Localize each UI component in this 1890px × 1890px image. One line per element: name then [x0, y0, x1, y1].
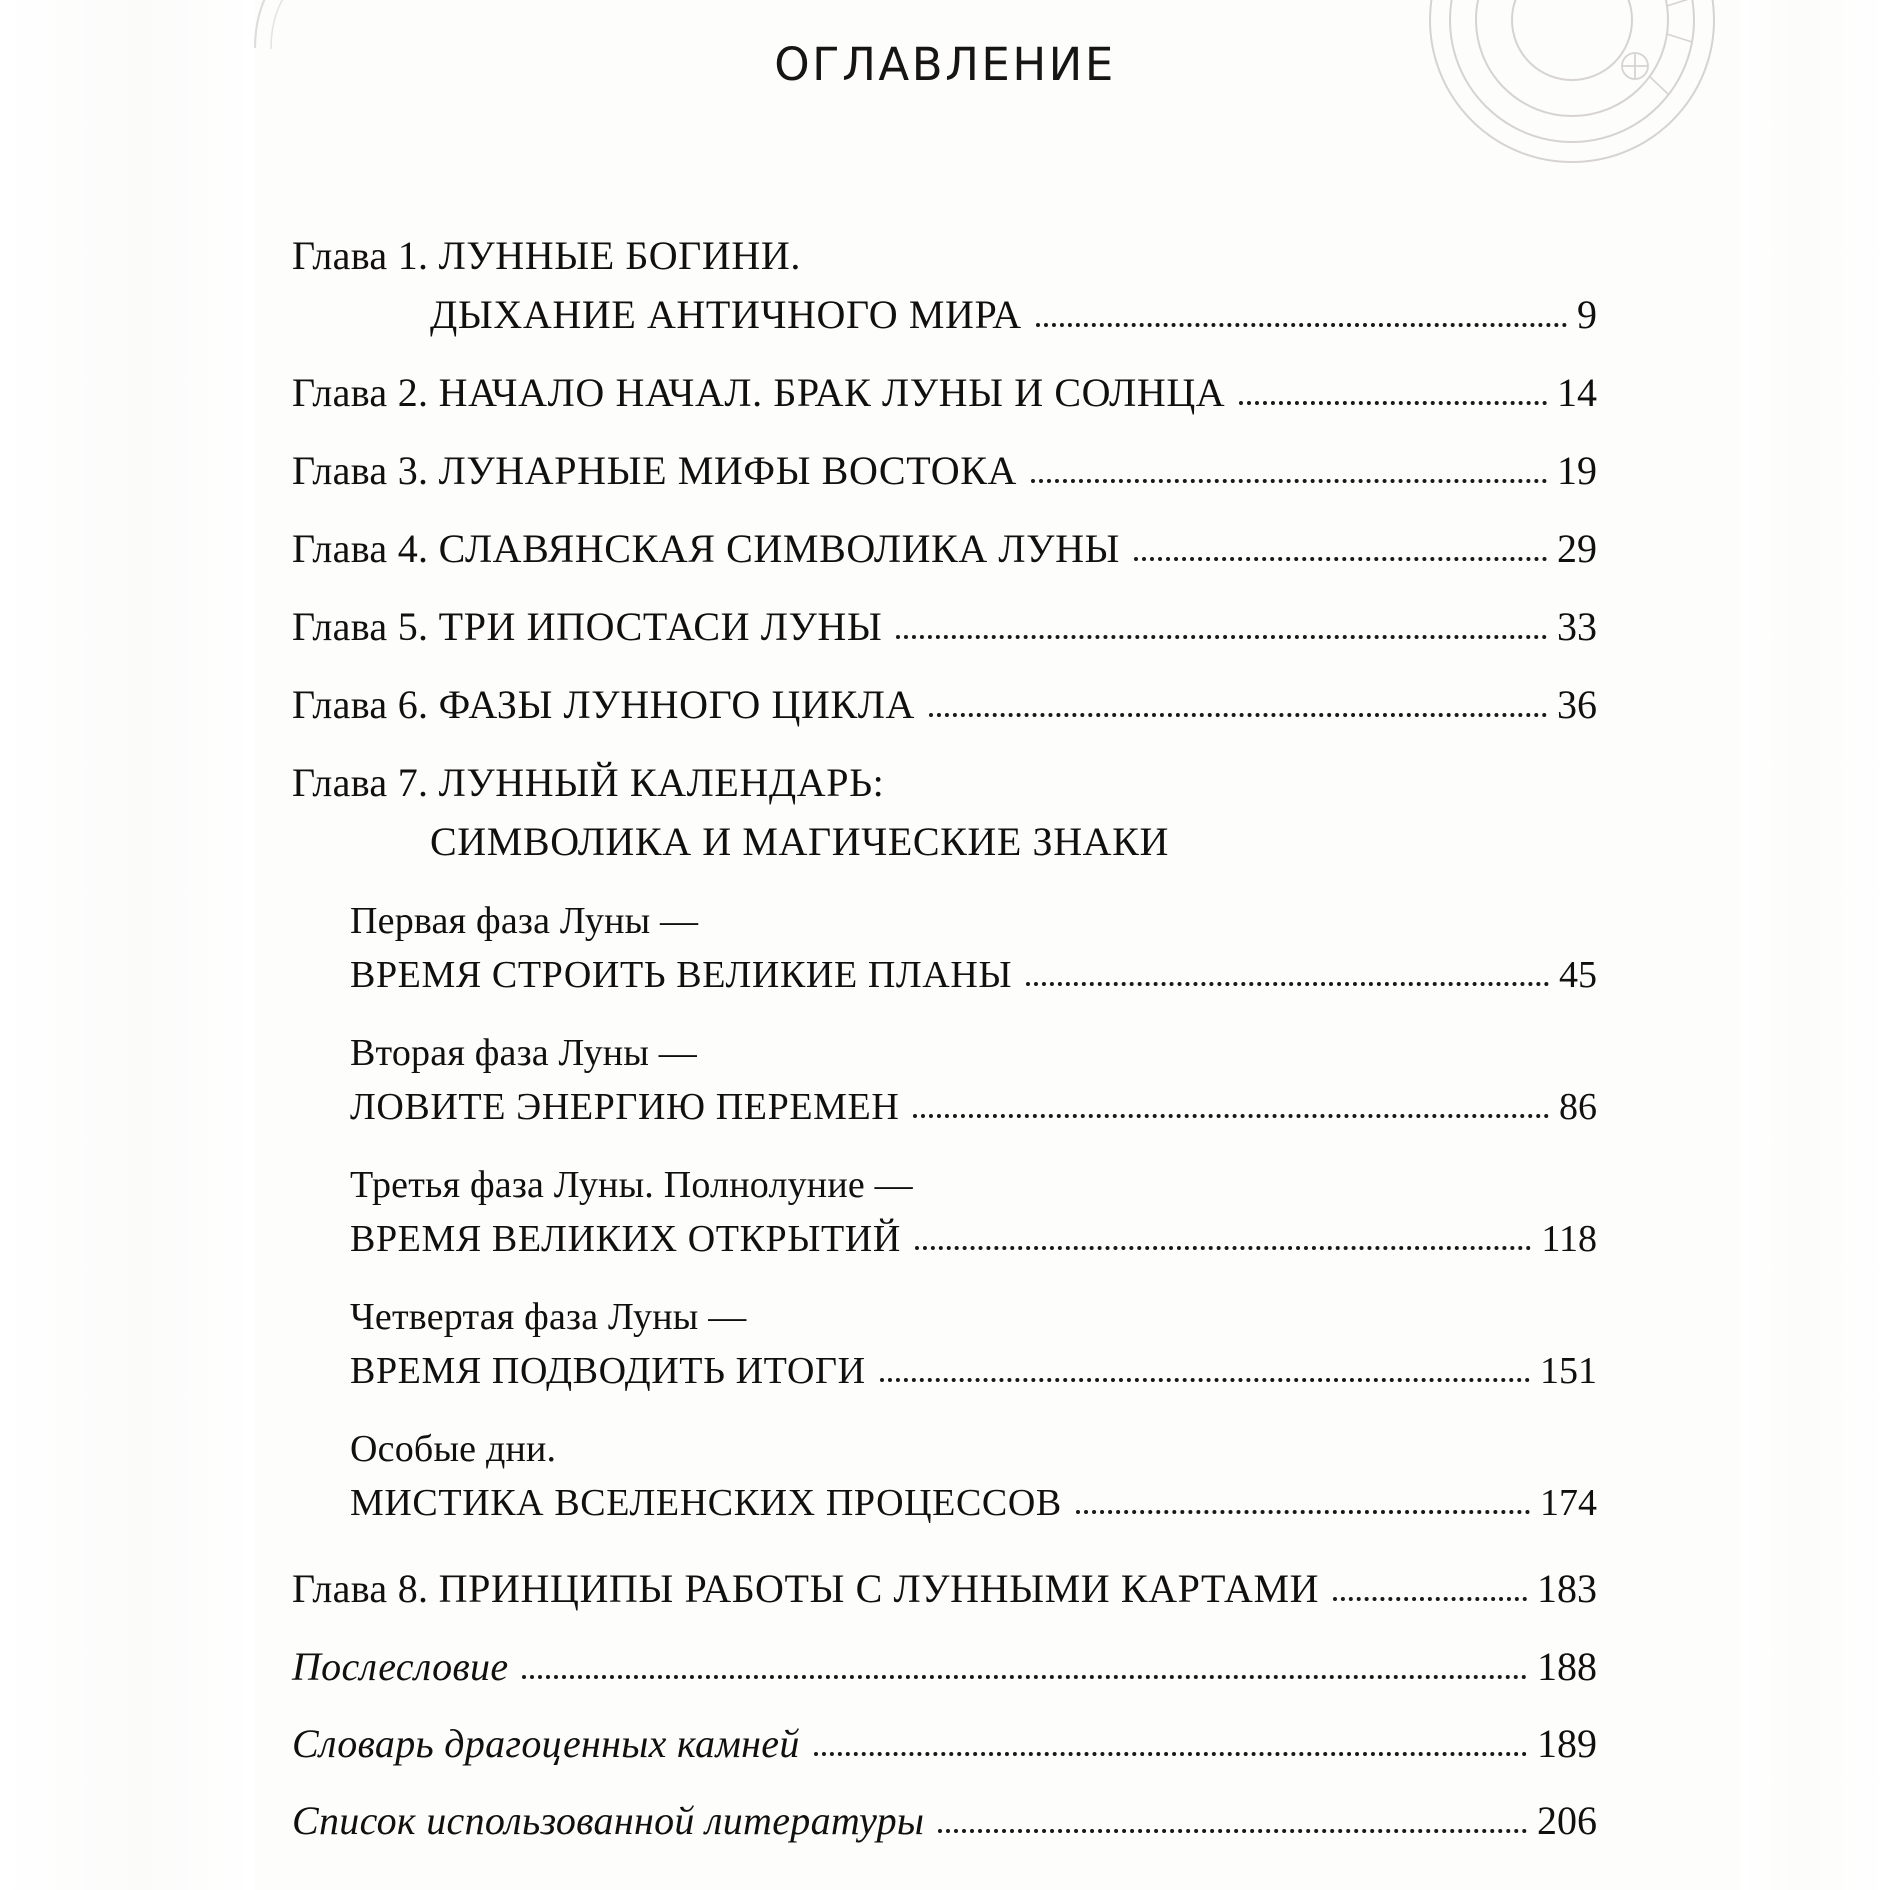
dot-leader — [814, 1752, 1527, 1756]
chapter-title-line2: ДЫХАНИЕ АНТИЧНОГО МИРА — [430, 292, 1022, 337]
chapter-title-line1: ФАЗЫ ЛУННОГО ЦИКЛА — [438, 682, 915, 727]
chapter-lead-in: Глава 1. — [292, 233, 439, 278]
dot-leader — [913, 1114, 1549, 1118]
chapter-title-line1: ЛУННЫЕ БОГИНИ. — [438, 233, 801, 278]
chapter-lead-in: Глава 2. — [292, 370, 439, 415]
toc-subentry-phase-1[interactable] — [292, 899, 1597, 997]
page-number: 19 — [1557, 448, 1597, 493]
page-number: 151 — [1540, 1350, 1597, 1392]
page-number: 118 — [1541, 1218, 1597, 1260]
entry-label: Словарь драгоценных камней — [292, 1721, 800, 1766]
toc-entry-bibliography[interactable] — [292, 1797, 1597, 1844]
page-number: 183 — [1537, 1566, 1597, 1611]
page-number: 29 — [1557, 526, 1597, 571]
chapter-title-line1: СЛАВЯНСКАЯ СИМВОЛИКА ЛУНЫ — [438, 526, 1121, 571]
toc-entry-chapter-6[interactable] — [292, 681, 1597, 728]
toc-subentry-special-days[interactable] — [292, 1427, 1597, 1525]
page-number: 33 — [1557, 604, 1597, 649]
subentry-intro: Четвертая фаза Луны — — [350, 1296, 747, 1338]
chapter-title-line1: ЛУНАРНЫЕ МИФЫ ВОСТОКА — [438, 448, 1017, 493]
page-number: 9 — [1577, 292, 1597, 337]
page-number: 36 — [1557, 682, 1597, 727]
toc-entry-chapter-8[interactable] — [292, 1565, 1597, 1612]
subentry-intro: Третья фаза Луны. Полнолуние — — [350, 1164, 913, 1206]
dot-leader — [896, 635, 1547, 639]
dot-leader — [1333, 1597, 1527, 1601]
toc-list — [292, 232, 1597, 1874]
toc-entry-chapter-3[interactable] — [292, 447, 1597, 494]
page-number: 188 — [1537, 1644, 1597, 1689]
chapter-title-line1: ПРИНЦИПЫ РАБОТЫ С ЛУННЫМИ КАРТАМИ — [438, 1566, 1320, 1611]
toc-entry-chapter-4[interactable] — [292, 525, 1597, 572]
chapter-lead-in: Глава 6. — [292, 682, 439, 727]
dot-leader — [1239, 401, 1547, 405]
chapter-lead-in: Глава 3. — [292, 448, 439, 493]
toc-entry-chapter-7[interactable] — [292, 759, 1597, 865]
chapter-lead-in: Глава 8. — [292, 1566, 439, 1611]
toc-subentry-phase-2[interactable] — [292, 1031, 1597, 1129]
chapter-title-line1: ТРИ ИПОСТАСИ ЛУНЫ — [438, 604, 883, 649]
dot-leader — [522, 1675, 1527, 1679]
subentry-title: МИСТИКА ВСЕЛЕНСКИХ ПРОЦЕССОВ — [350, 1482, 1062, 1524]
chapter-title-line1: ЛУННЫЙ КАЛЕНДАРЬ: — [438, 760, 885, 805]
dot-leader — [880, 1378, 1530, 1382]
entry-label: Список использованной литературы — [292, 1798, 925, 1843]
page-number: 14 — [1557, 370, 1597, 415]
subentry-intro: Первая фаза Луны — — [350, 900, 699, 942]
chapter-title-line1: НАЧАЛО НАЧАЛ. БРАК ЛУНЫ И СОЛНЦА — [438, 370, 1226, 415]
toc-entry-gemstone-glossary[interactable] — [292, 1720, 1597, 1767]
subentry-title: ВРЕМЯ ВЕЛИКИХ ОТКРЫТИЙ — [350, 1218, 901, 1260]
subentry-intro: Вторая фаза Луны — — [350, 1032, 697, 1074]
dot-leader — [1134, 557, 1547, 561]
page-number: 189 — [1537, 1721, 1597, 1766]
toc-subentry-phase-4[interactable] — [292, 1295, 1597, 1393]
dot-leader — [915, 1246, 1532, 1250]
toc-entry-chapter-2[interactable] — [292, 369, 1597, 416]
page-number: 206 — [1537, 1798, 1597, 1843]
page-title: ОГЛАВЛЕНИЕ — [774, 38, 1116, 91]
page-number: 45 — [1559, 954, 1597, 996]
dot-leader — [929, 713, 1547, 717]
dot-leader — [1036, 323, 1567, 327]
entry-label: Послесловие — [292, 1644, 509, 1689]
chapter-title-line2: СИМВОЛИКА И МАГИЧЕСКИЕ ЗНАКИ — [430, 819, 1169, 864]
toc-subentry-phase-3[interactable] — [292, 1163, 1597, 1261]
dot-leader — [1026, 982, 1549, 986]
toc-entry-afterword[interactable] — [292, 1643, 1597, 1690]
subentry-intro: Особые дни. — [350, 1428, 557, 1470]
subentry-title: ВРЕМЯ ПОДВОДИТЬ ИТОГИ — [350, 1350, 866, 1392]
page-number: 86 — [1559, 1086, 1597, 1128]
subentry-title: ЛОВИТЕ ЭНЕРГИЮ ПЕРЕМЕН — [350, 1086, 900, 1128]
chapter-lead-in: Глава 4. — [292, 526, 439, 571]
dot-leader — [1076, 1510, 1530, 1514]
toc-entry-chapter-1[interactable] — [292, 232, 1597, 338]
chapter-lead-in: Глава 7. — [292, 760, 439, 805]
dot-leader — [938, 1829, 1527, 1833]
toc-entry-chapter-5[interactable] — [292, 603, 1597, 650]
page-number: 174 — [1540, 1482, 1597, 1524]
dot-leader — [1031, 479, 1547, 483]
subentry-title: ВРЕМЯ СТРОИТЬ ВЕЛИКИЕ ПЛАНЫ — [350, 954, 1013, 996]
chapter-lead-in: Глава 5. — [292, 604, 439, 649]
